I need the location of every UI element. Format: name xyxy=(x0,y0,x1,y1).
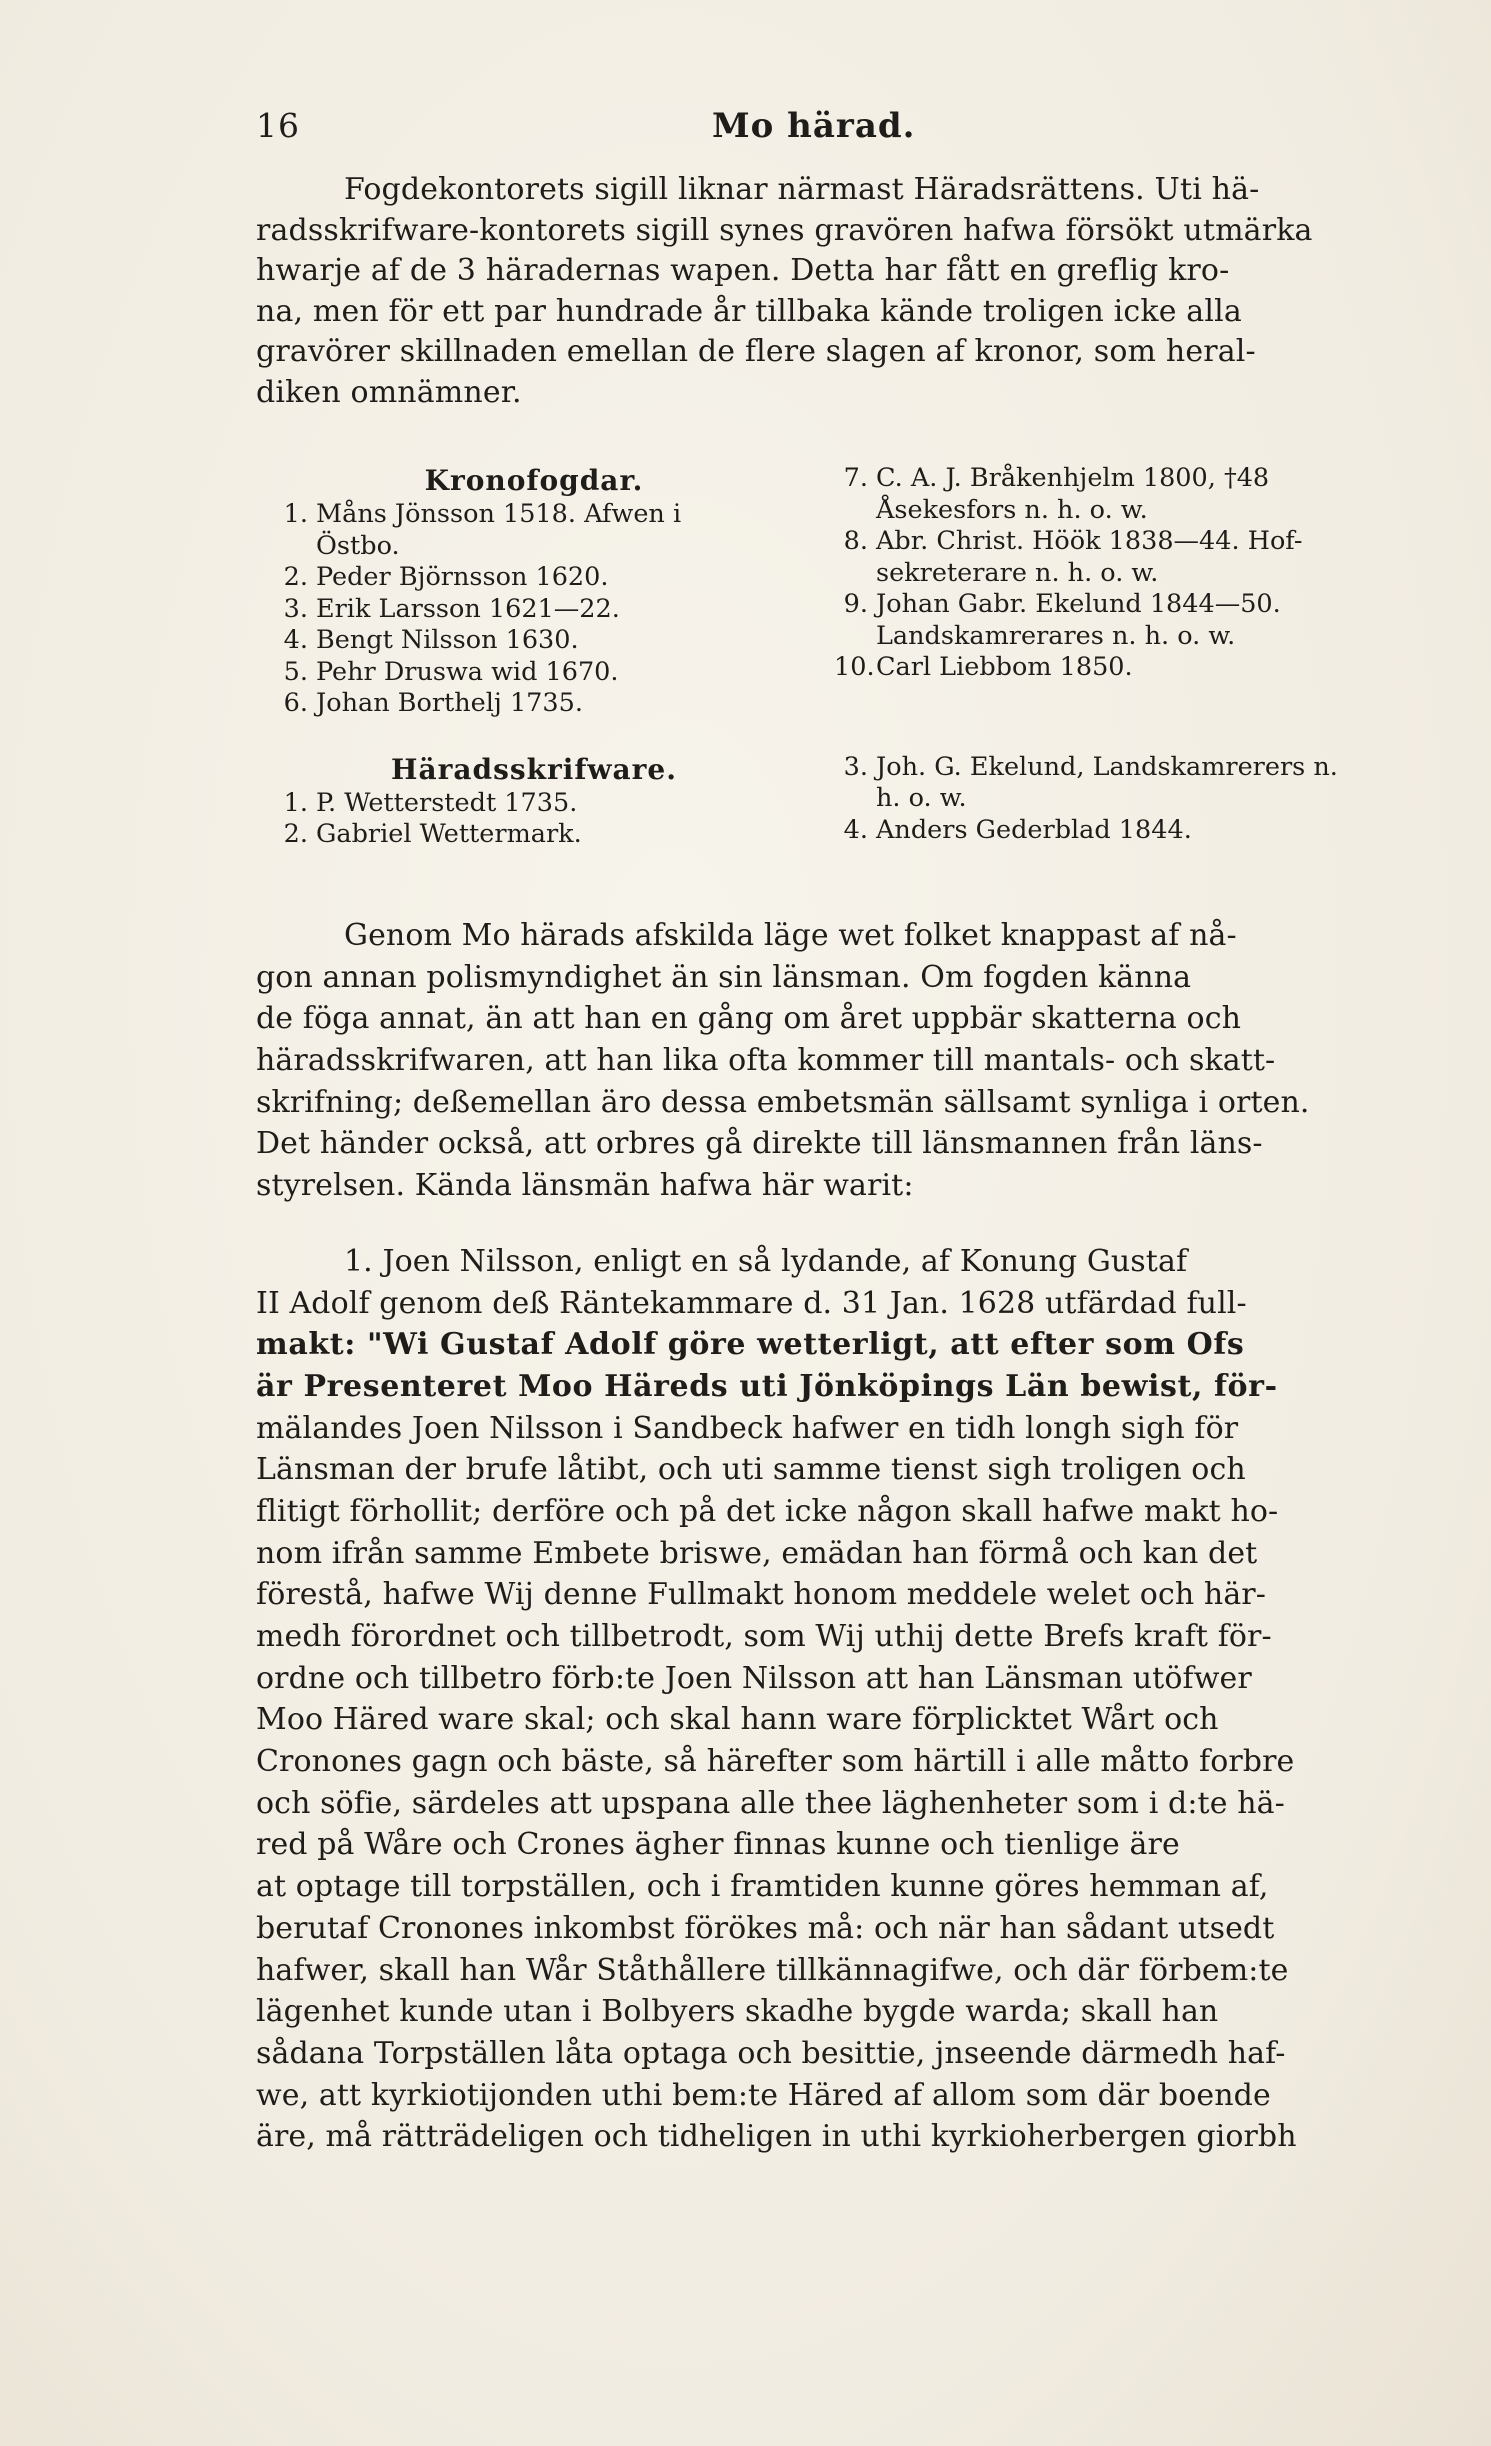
entry-number: 1. xyxy=(283,499,308,529)
entry-text: Erik Larsson 1621—22. xyxy=(316,593,620,624)
list-gap xyxy=(274,720,794,752)
entry-number: 2. xyxy=(283,819,308,849)
entry-number: 3. xyxy=(843,751,868,782)
entry-continuation: h. o. w. xyxy=(876,783,967,813)
list-entry xyxy=(274,657,794,689)
entry-text: Abr. Christ. Höök 1838—44. Hof- xyxy=(876,526,1303,556)
body-line: at optage till torpställen, och i framtiden kunne göres hemman af, xyxy=(256,1869,1269,1905)
page-header xyxy=(256,106,1381,156)
entry-number: 7. xyxy=(843,463,868,493)
entry-text: Gabriel Wettermark. xyxy=(316,819,582,849)
body-line: hafwer, skall han Wår Ståthållere tillkännagifwe, och där förbem:te xyxy=(256,1952,1289,1988)
body-line: Moo Häred ware skal; och skal hann ware förplicktet Wårt och xyxy=(256,1702,1219,1738)
body-line: berutaf Cronones inkombst förökes må: och när han sådant utsedt xyxy=(256,1910,1275,1946)
entry-number: 8. xyxy=(843,526,868,556)
body-line: we, att kyrkiotijonden uthi bem:te Häred af allom som där boende xyxy=(256,2077,1271,2113)
haradsskrifware-list-continued xyxy=(834,752,1354,847)
body-line: skrifning; deßemellan äro dessa embetsmän sällsamt synliga i orten. xyxy=(256,1084,1310,1120)
entry-text: Anders Gederblad 1844. xyxy=(876,814,1192,845)
list-entry xyxy=(274,625,794,657)
kronofogdar-list xyxy=(274,499,794,720)
list-heading-haradsskrifware: Häradsskrifware. xyxy=(391,752,677,786)
list-entry xyxy=(274,594,794,626)
body-line: ordne och tillbetro förb:te Joen Nilsson att han Länsman utöfwer xyxy=(256,1660,1252,1696)
entry-number: 9. xyxy=(843,589,868,619)
entry-text: Peder Björnsson 1620. xyxy=(316,562,609,592)
right-list-column xyxy=(834,463,1354,846)
paragraph-line: na, men för ett par hundrade år tillbaka kände troligen icke alla xyxy=(256,293,1242,329)
paragraph-line: hwarje af de 3 häradernas wapen. Detta har fått en greflig kro- xyxy=(256,253,1230,288)
entry-text: Johan Gabr. Ekelund 1844—50. xyxy=(876,589,1281,619)
kronofogdar-list-continued xyxy=(834,463,1354,684)
entry-continuation: Åsekesfors n. h. o. w. xyxy=(876,494,1148,525)
entry-text: Pehr Druswa wid 1670. xyxy=(316,656,619,687)
list-heading-kronofogdar: Kronofogdar. xyxy=(424,464,644,497)
list-entry xyxy=(834,589,1354,652)
body-line: 1. Joen Nilsson, enligt en så lydande, af Konung Gustaf xyxy=(344,1243,1188,1279)
running-head: Mo härad. xyxy=(712,106,916,146)
intro-paragraph xyxy=(256,170,1381,413)
body-line: gon annan polismyndighet än sin länsman. Om fogden känna xyxy=(256,959,1192,995)
list-entry xyxy=(274,499,794,562)
entry-number: 3. xyxy=(283,593,308,624)
page-number: 16 xyxy=(256,106,300,145)
list-entry xyxy=(274,819,794,851)
entry-number: 6. xyxy=(283,688,308,718)
entry-number: 4. xyxy=(283,625,308,655)
entry-continuation: Östbo. xyxy=(316,530,400,561)
haradsskrifware-list xyxy=(274,788,794,851)
body-line: Länsman der brufe låtibt, och uti samme tienst sigh troligen och xyxy=(256,1452,1246,1488)
body-line: styrelsen. Kända länsmän hafwa här warit: xyxy=(256,1168,914,1204)
body-line: flitigt förhollit; derföre och på det icke någon skall hafwe makt ho- xyxy=(256,1493,1279,1529)
body-line: är Presenteret Moo Häreds uti Jönköpings Län bewist, för- xyxy=(256,1368,1278,1404)
entry-text: Bengt Nilsson 1630. xyxy=(316,625,579,655)
list-entry xyxy=(834,815,1354,847)
list-entry xyxy=(274,688,794,720)
body-line: förestå, hafwe Wij denne Fullmakt honom meddele welet och här- xyxy=(256,1577,1266,1613)
entry-number: 2. xyxy=(283,562,308,592)
body-line: Det händer också, att orbres gå direkte till länsmannen från läns- xyxy=(256,1126,1263,1162)
body-line: Genom Mo härads afskilda läge wet folket knappast af nå- xyxy=(344,918,1237,953)
list-entry xyxy=(834,463,1354,526)
list-gap xyxy=(834,684,1354,716)
body-line: makt: "Wi Gustaf Adolf göre wetterligt, att efter som Ofs xyxy=(256,1327,1245,1363)
list-entry xyxy=(834,752,1354,815)
body-line: lägenhet kunde utan i Bolbyers skadhe bygde warda; skall han xyxy=(256,1994,1219,2030)
entry-text: C. A. J. Bråkenhjelm 1800, †48 xyxy=(876,463,1270,493)
entry-number: 10. xyxy=(834,652,875,682)
entry-text: Carl Liebbom 1850. xyxy=(876,652,1133,682)
paragraph-line: Fogdekontorets sigill liknar närmast Häradsrättens. Uti hä- xyxy=(344,172,1260,207)
body-line: medh förordnet och tillbetrodt, som Wij uthij dette Brefs kraft för- xyxy=(256,1619,1272,1654)
entry-number: 5. xyxy=(283,656,308,687)
main-body-text xyxy=(256,915,1381,2158)
entry-continuation: sekreterare n. h. o. w. xyxy=(876,557,1159,588)
paragraph-spacer xyxy=(256,1207,1381,1241)
body-line: Cronones gagn och bäste, så härefter som härtill i alle måtto forbre xyxy=(256,1744,1295,1780)
body-line: nom ifrån samme Embete briswe, emädan han förmå och kan det xyxy=(256,1535,1258,1571)
entry-continuation: Landskamrerares n. h. o. w. xyxy=(876,620,1236,651)
officials-lists xyxy=(274,463,1374,893)
entry-text: P. Wetterstedt 1735. xyxy=(316,787,578,818)
body-line: II Adolf genom deß Räntekammare d. 31 Jan. 1628 utfärdad full- xyxy=(256,1285,1247,1321)
left-list-column xyxy=(274,463,794,851)
entry-number: 4. xyxy=(843,814,868,845)
body-line: äre, må rätträdeligen och tidheligen in uthi kyrkioherbergen giorbh xyxy=(256,2119,1297,2155)
body-line: häradsskrifwaren, att han lika ofta kommer till mantals- och skatt- xyxy=(256,1043,1276,1079)
body-line: red på Wåre och Crones ägher finnas kunne och tienlige äre xyxy=(256,1827,1180,1863)
body-line: de föga annat, än att han en gång om året uppbär skatterna och xyxy=(256,1001,1242,1037)
list-entry xyxy=(834,526,1354,589)
body-line: och söfie, särdeles att upspana alle thee läghenheter som i d:te hä- xyxy=(256,1785,1285,1821)
list-entry xyxy=(834,652,1354,684)
entry-text: Måns Jönsson 1518. Afwen i xyxy=(316,499,682,529)
list-entry xyxy=(274,562,794,594)
paragraph-line: gravörer skillnaden emellan de flere slagen af kronor, som heral- xyxy=(256,334,1256,369)
entry-text: Joh. G. Ekelund, Landskamrerers n. xyxy=(876,751,1338,782)
entry-text: Johan Borthelj 1735. xyxy=(316,688,583,718)
entry-number: 1. xyxy=(283,787,308,818)
list-entry xyxy=(274,788,794,820)
body-line: mälandes Joen Nilsson i Sandbeck hafwer en tidh longh sigh för xyxy=(256,1410,1239,1446)
paragraph-line: diken omnämner. xyxy=(256,374,522,410)
body-line: sådana Torpställen låta optaga och besittie, jnseende därmedh haf- xyxy=(256,2035,1286,2071)
paragraph-line: radsskrifware-kontorets sigill synes gravören hafwa försökt utmärka xyxy=(256,212,1313,248)
